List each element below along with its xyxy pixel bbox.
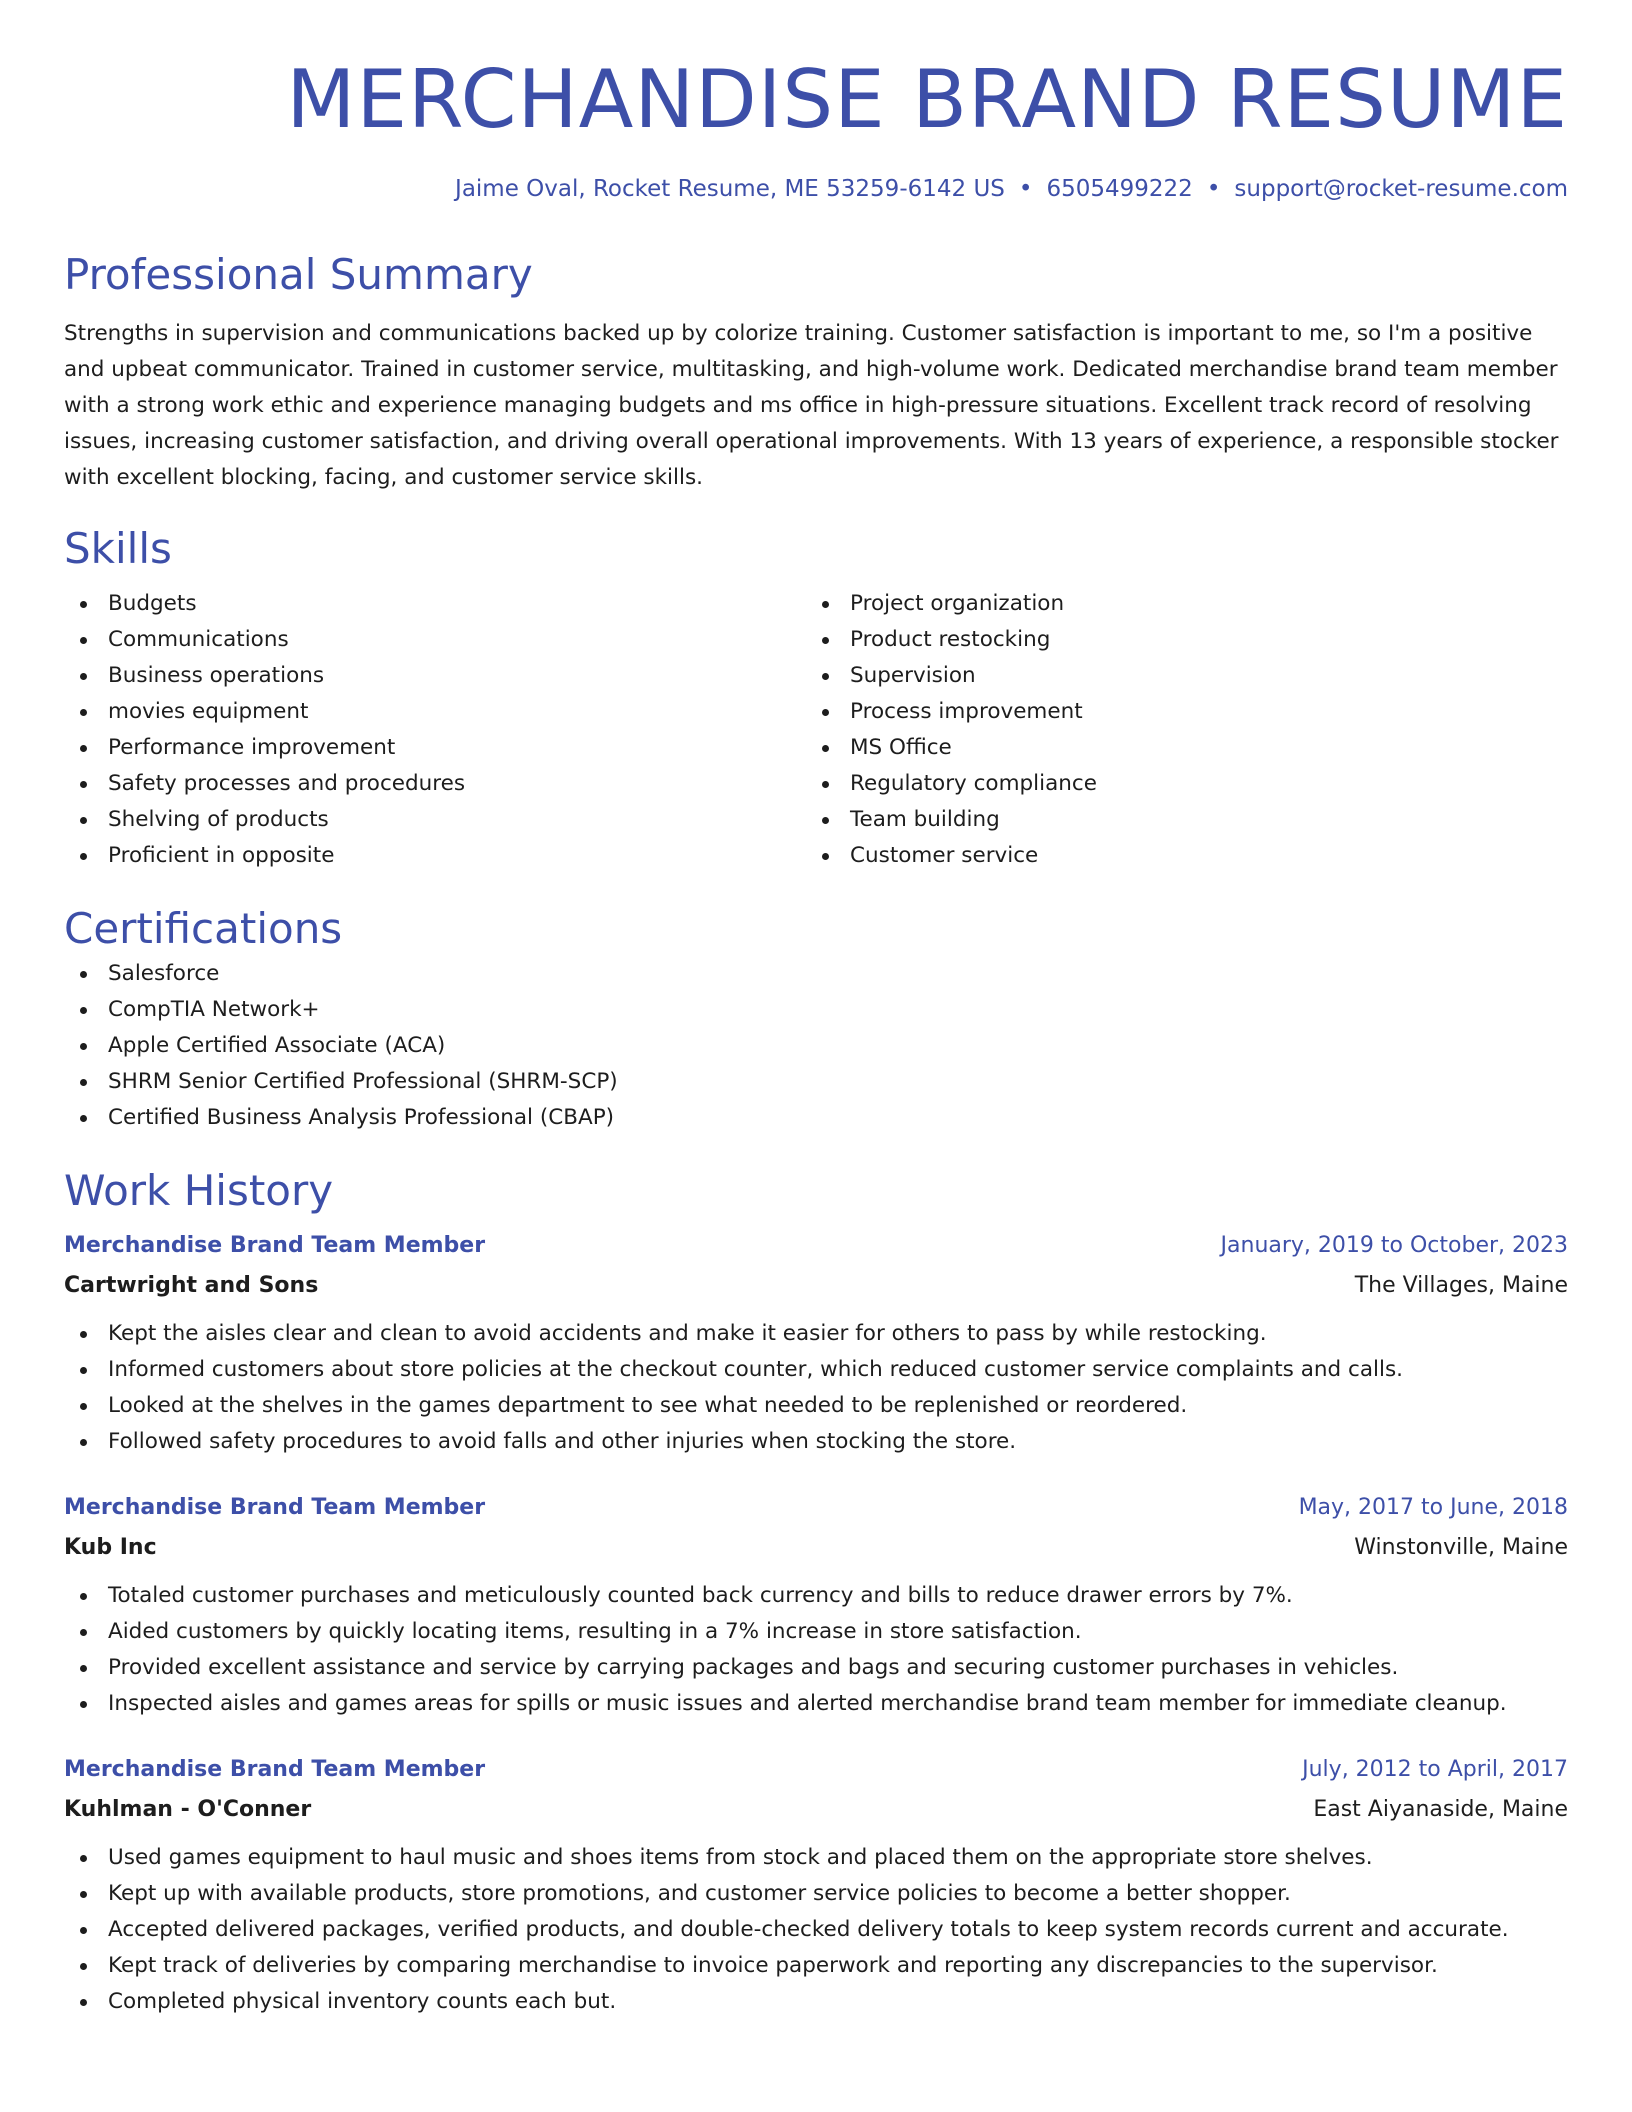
contact-line [64,174,1568,204]
skill-item: MS Office [806,730,1568,766]
skill-item: Proficient in opposite [64,838,806,874]
job-location: East Aiyanaside, Maine [1313,1797,1568,1822]
skill-item: Supervision [806,658,1568,694]
contact-email[interactable]: support@rocket-resume.com [1234,176,1568,202]
skill-item: Shelving of products [64,802,806,838]
skill-item: Communications [64,622,806,658]
skill-item: Product restocking [806,622,1568,658]
contact-separator: • [1206,176,1221,202]
skill-item: Process improvement [806,694,1568,730]
job-bullet: Kept track of deliveries by comparing merchandise to invoice paperwork and reporting any discrepancies to the supervisor. [64,1948,1568,1984]
job-title: Merchandise Brand Team Member [64,1495,486,1520]
work-history-heading: Work History [64,1166,334,1215]
job-bullets [64,1840,1568,2020]
skill-item: Team building [806,802,1568,838]
job-bullet: Looked at the shelves in the games department to see what needed to be replenished or reordered. [64,1388,1568,1424]
skills-list-right [806,586,1568,874]
skill-item: Safety processes and procedures [64,766,806,802]
job-dates: May, 2017 to June, 2018 [1298,1495,1568,1520]
skill-item: Regulatory compliance [806,766,1568,802]
skills-heading: Skills [64,524,172,573]
skill-item: Performance improvement [64,730,806,766]
job-location: Winstonville, Maine [1354,1535,1568,1560]
job-bullet: Totaled customer purchases and meticulously counted back currency and bills to reduce drawer errors by 7%. [64,1578,1568,1614]
job-company: Cartwright and Sons [64,1273,319,1298]
job-company: Kub Inc [64,1535,157,1560]
certifications-heading: Certifications [64,904,343,953]
certification-item: Salesforce [64,956,1568,992]
contact-address: Jaime Oval, Rocket Resume, ME 53259-6142 US [455,176,1005,202]
summary-heading: Professional Summary [64,250,533,299]
job-company: Kuhlman - O'Conner [64,1797,312,1822]
certification-item: CompTIA Network+ [64,992,1568,1028]
job-bullet: Inspected aisles and games areas for spills or music issues and alerted merchandise brand team member for immediate cleanup. [64,1686,1568,1722]
job-company-row [64,1526,1568,1566]
job-bullet: Informed customers about store policies at the checkout counter, which reduced customer service complaints and calls. [64,1352,1568,1388]
job-entry [64,1752,1568,2020]
job-title: Merchandise Brand Team Member [64,1757,486,1782]
job-entry [64,1228,1568,1460]
skill-item: Project organization [806,586,1568,622]
certification-item: Certified Business Analysis Professional (CBAP) [64,1100,1568,1136]
skill-item: Customer service [806,838,1568,874]
job-company-row [64,1264,1568,1304]
job-bullet: Kept up with available products, store promotions, and customer service policies to become a better shopper. [64,1876,1568,1912]
resume-title: MERCHANDISE BRAND RESUME [286,53,1568,146]
job-header-row [64,1228,1568,1264]
job-entry [64,1490,1568,1722]
job-dates: January, 2019 to October, 2023 [1220,1233,1568,1258]
certification-item: SHRM Senior Certified Professional (SHRM-SCP) [64,1064,1568,1100]
job-location: The Villages, Maine [1354,1273,1568,1298]
skills-list-left [64,586,806,874]
job-bullet: Completed physical inventory counts each but. [64,1984,1568,2020]
job-bullets [64,1316,1568,1460]
job-bullet: Provided excellent assistance and service by carrying packages and bags and securing customer purchases in vehicles. [64,1650,1568,1686]
job-header-row [64,1490,1568,1526]
skill-item: Business operations [64,658,806,694]
job-bullet: Used games equipment to haul music and shoes items from stock and placed them on the appropriate store shelves. [64,1840,1568,1876]
job-dates: July, 2012 to April, 2017 [1302,1757,1568,1782]
job-bullet: Kept the aisles clear and clean to avoid accidents and make it easier for others to pass by while restocking. [64,1316,1568,1352]
summary-text: Strengths in supervision and communications backed up by colorize training. Customer satisfaction is important to me, so I'm a positive and upbeat communicator. Trained in customer service, multitasking, and high-volume work. Dedicated merchandise brand team member with a strong work ethic and experience managing budgets and ms office in high-pressure situations. Excellent track record of resolving issues, increasing customer satisfaction, and driving overall operational improvements. With 13 years of experience, a responsible stocker with excellent blocking, facing, and customer service skills. [64,321,1559,490]
skill-item: Budgets [64,586,806,622]
certification-item: Apple Certified Associate (ACA) [64,1028,1568,1064]
skill-item: movies equipment [64,694,806,730]
job-header-row [64,1752,1568,1788]
job-bullets [64,1578,1568,1722]
contact-separator: • [1018,176,1033,202]
job-bullet: Accepted delivered packages, verified products, and double-checked delivery totals to keep system records current and accurate. [64,1912,1568,1948]
job-company-row [64,1788,1568,1828]
certifications-list [64,956,1568,1136]
skills-grid [64,586,1568,874]
job-bullet: Aided customers by quickly locating items, resulting in a 7% increase in store satisfaction. [64,1614,1568,1650]
contact-phone[interactable]: 6505499222 [1046,176,1193,202]
job-title: Merchandise Brand Team Member [64,1233,486,1258]
job-bullet: Followed safety procedures to avoid falls and other injuries when stocking the store. [64,1424,1568,1460]
